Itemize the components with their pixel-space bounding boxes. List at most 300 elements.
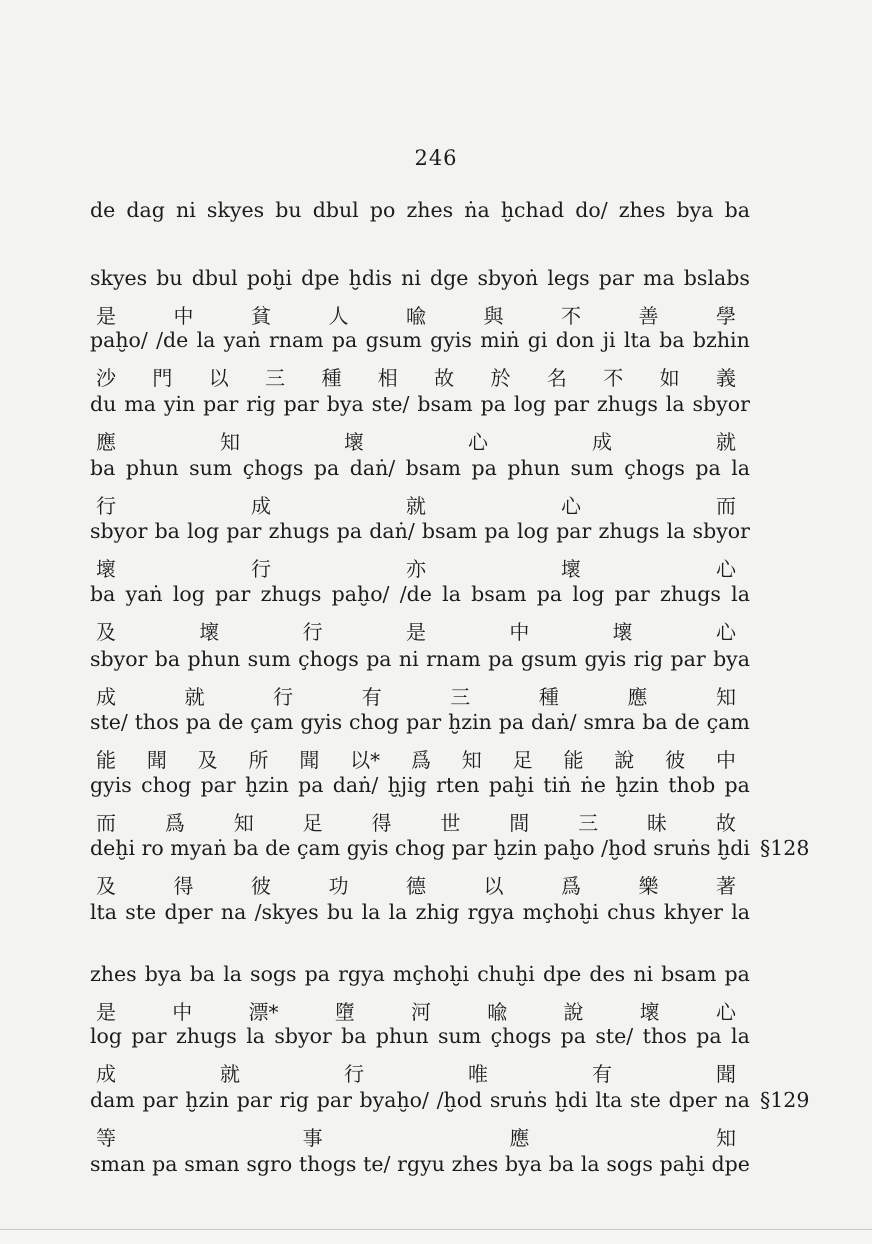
chinese-character: 彼 <box>251 874 271 898</box>
chinese-character: 德 <box>406 874 426 898</box>
romanized-word: pa <box>298 773 324 797</box>
chinese-character: 聞 <box>146 748 167 772</box>
romanized-word: gsum <box>520 647 578 671</box>
romanized-word: la <box>731 582 750 606</box>
romanized-word: ni <box>398 647 419 671</box>
romanized-word: çam <box>250 710 294 734</box>
romanized-line <box>90 647 750 671</box>
romanized-word: de <box>218 710 244 734</box>
romanized-word: pa <box>536 582 563 606</box>
romanized-word: bsam <box>421 519 478 543</box>
romanized-line <box>90 519 750 543</box>
romanized-word: rgya <box>338 962 385 986</box>
romanized-word: bya <box>505 1152 542 1176</box>
romanized-word: çhogs <box>624 456 685 480</box>
romanized-word: la <box>580 1152 600 1176</box>
romanized-line <box>90 900 750 924</box>
section-marker: §129 <box>760 1088 810 1112</box>
romanized-word: ḫzin <box>493 836 538 860</box>
chinese-character: 名 <box>546 366 567 390</box>
chinese-character: 事 <box>302 1126 323 1150</box>
romanized-word: bsam <box>405 456 461 480</box>
romanized-word: bya <box>144 962 182 986</box>
romanized-word: zhugs <box>175 1024 237 1048</box>
romanized-word: thogs <box>298 1152 357 1176</box>
romanized-word: bya <box>713 647 750 671</box>
chinese-character: 說 <box>563 1000 584 1024</box>
chinese-character: 樂 <box>638 874 659 898</box>
romanized-word: pa <box>152 1152 178 1176</box>
chinese-character: 間 <box>509 811 530 835</box>
chinese-character: 心 <box>468 430 488 454</box>
romanized-word: par <box>598 266 634 290</box>
romanized-word: ni <box>633 962 654 986</box>
chinese-gloss-line <box>96 300 736 329</box>
romanized-word: ste/ <box>595 1024 634 1048</box>
romanized-word: thos <box>642 1024 687 1048</box>
chinese-character: 聞 <box>299 748 320 772</box>
romanized-word: gyis <box>584 647 627 671</box>
chinese-character: 心 <box>716 557 736 581</box>
romanized-word: yin <box>163 392 196 416</box>
scan-edge <box>0 1229 872 1244</box>
chinese-character: 有 <box>361 685 382 709</box>
romanized-line <box>90 392 750 416</box>
romanized-word: log <box>172 582 205 606</box>
romanized-word: çhogs <box>242 456 304 480</box>
chinese-character: 行 <box>344 1062 364 1086</box>
chinese-character: 應 <box>96 430 116 454</box>
romanized-word: rten <box>436 773 480 797</box>
romanized-word: ba <box>154 519 180 543</box>
romanized-word: sbyor <box>274 1024 332 1048</box>
romanized-word: /ḫod <box>601 836 647 860</box>
romanized-word: ba <box>548 1152 575 1176</box>
romanized-word: dpe <box>542 962 582 986</box>
chinese-gloss-line <box>96 362 736 391</box>
romanized-word: don <box>555 328 595 352</box>
romanized-word: sbyor <box>692 392 750 416</box>
chinese-character: 中 <box>173 304 194 328</box>
romanized-word: ste/ <box>90 710 128 734</box>
chinese-character: 就 <box>220 1062 240 1086</box>
chinese-character: 壞 <box>612 620 633 644</box>
chinese-character: 漂* <box>248 1000 279 1024</box>
chinese-character: 沙 <box>96 366 116 390</box>
romanized-word: rgyu <box>397 1152 445 1176</box>
romanized-word: sgro <box>246 1152 293 1176</box>
romanized-word: bya <box>676 198 714 222</box>
romanized-word: ḫdi <box>717 836 750 860</box>
romanized-word: pa <box>304 962 330 986</box>
romanized-word: la <box>388 900 408 924</box>
chinese-character: 壞 <box>639 1000 660 1024</box>
romanized-word: la <box>731 900 750 924</box>
romanized-word: par <box>200 773 236 797</box>
romanized-word: çhogs <box>298 647 359 671</box>
romanized-word: ḫzin <box>448 710 492 734</box>
romanized-word: pa <box>366 647 392 671</box>
romanized-word: chog <box>395 836 446 860</box>
romanized-word: daṅ/ <box>369 519 415 543</box>
romanized-word: dbul <box>191 266 238 290</box>
romanized-word: pa <box>484 519 510 543</box>
romanized-word: ba <box>90 456 116 480</box>
romanized-word: zhugs <box>260 582 322 606</box>
chinese-gloss-line <box>96 490 736 519</box>
romanized-word: pa <box>724 773 750 797</box>
romanized-word: ḫjig <box>387 773 427 797</box>
romanized-word: du <box>90 392 117 416</box>
romanized-word: la <box>442 582 461 606</box>
romanized-word: phun <box>507 456 561 480</box>
chinese-character: 是 <box>405 620 426 644</box>
romanized-word: khyer <box>663 900 723 924</box>
romanized-word: sman <box>90 1152 146 1176</box>
romanized-word: do/ <box>575 198 608 222</box>
romanized-word: par <box>556 519 592 543</box>
romanized-line <box>90 582 750 606</box>
chinese-character: 壞 <box>96 557 116 581</box>
chinese-character: 得 <box>173 874 194 898</box>
romanized-word: lta <box>623 328 651 352</box>
chinese-character: 昧 <box>647 811 667 835</box>
romanized-word: byaḫo/ <box>359 1088 429 1112</box>
romanized-word: /skyes <box>254 900 319 924</box>
chinese-character: 知 <box>233 811 254 835</box>
romanized-word: phun <box>375 1024 429 1048</box>
romanized-word: gsum <box>365 328 422 352</box>
romanized-word: rnam <box>426 647 481 671</box>
chinese-character: 種 <box>538 685 559 709</box>
romanized-word: sogs <box>250 962 297 986</box>
romanized-word: po <box>369 198 396 222</box>
romanized-word: de <box>265 836 291 860</box>
chinese-character: 成 <box>96 685 116 709</box>
chinese-character: 及 <box>96 620 116 644</box>
romanized-word: log <box>90 1024 123 1048</box>
romanized-word: daṅ/ <box>332 773 379 797</box>
romanized-word: des <box>589 962 626 986</box>
chinese-character: 三 <box>578 811 599 835</box>
romanized-line <box>90 1152 750 1176</box>
chinese-character: 唯 <box>468 1062 488 1086</box>
romanized-word: pa <box>313 456 340 480</box>
romanized-word: pa <box>695 456 721 480</box>
romanized-line <box>90 198 750 222</box>
romanized-word: pa <box>696 1024 722 1048</box>
chinese-character: 成 <box>251 494 271 518</box>
chinese-character: 以 <box>483 874 504 898</box>
romanized-word: smra <box>583 710 636 734</box>
romanized-word: sman <box>184 1152 240 1176</box>
chinese-character: 相 <box>377 366 398 390</box>
romanized-word: pa <box>336 519 363 543</box>
chinese-character: 墮 <box>334 1000 355 1024</box>
romanized-word: pa <box>185 710 212 734</box>
romanized-word: lta <box>595 1088 623 1112</box>
romanized-word: bu <box>326 900 354 924</box>
romanized-word: mçhoḫi <box>522 900 599 924</box>
romanized-word: la <box>246 1024 265 1048</box>
romanized-word: bsam <box>661 962 717 986</box>
romanized-word: deḫi <box>90 836 136 860</box>
romanized-word: ṅa <box>464 198 490 222</box>
chinese-character: 不 <box>561 304 581 328</box>
romanized-word: paḫi <box>488 773 534 797</box>
romanized-word: zhes <box>451 1152 499 1176</box>
romanized-word: gyis <box>346 836 389 860</box>
chinese-character: 功 <box>328 874 349 898</box>
romanized-word: chuḫi <box>477 962 535 986</box>
romanized-line <box>90 710 750 734</box>
romanized-word: chog <box>349 710 400 734</box>
chinese-character: 爲 <box>164 811 185 835</box>
chinese-gloss-line <box>96 870 736 899</box>
chinese-character: 喩 <box>487 1000 508 1024</box>
chinese-character: 中 <box>172 1000 193 1024</box>
chinese-character: 爲 <box>561 874 581 898</box>
romanized-word: ni <box>176 198 196 222</box>
romanized-word: sbyoṅ <box>477 266 539 290</box>
chinese-character: 行 <box>273 685 294 709</box>
romanized-word: myaṅ <box>170 836 227 860</box>
romanized-word: zhugs <box>596 392 658 416</box>
chinese-character: 等 <box>96 1126 116 1150</box>
romanized-word: par <box>236 1088 272 1112</box>
romanized-word: çhogs <box>490 1024 552 1048</box>
romanized-word: çam <box>296 836 341 860</box>
chinese-character: 著 <box>716 874 736 898</box>
romanized-word: la <box>223 962 242 986</box>
romanized-word: dam <box>90 1088 135 1112</box>
chinese-character: 三 <box>450 685 471 709</box>
romanized-word: bu <box>156 266 183 290</box>
romanized-word: rig <box>633 647 664 671</box>
romanized-word: tiṅ <box>543 773 572 797</box>
romanized-word: par <box>670 647 706 671</box>
romanized-word: pa <box>471 456 497 480</box>
chinese-character: 壞 <box>344 430 364 454</box>
romanized-word: gyis <box>90 773 132 797</box>
romanized-word: zhes <box>618 198 666 222</box>
chinese-gloss-line <box>96 681 736 710</box>
romanized-word: ḫzin <box>615 773 659 797</box>
romanized-word: ba <box>341 1024 367 1048</box>
chinese-gloss-line <box>96 807 736 836</box>
romanized-word: na <box>724 1088 750 1112</box>
chinese-character: 所 <box>248 748 269 772</box>
romanized-word: pa <box>724 962 750 986</box>
chinese-character: 聞 <box>716 1062 736 1086</box>
romanized-word: miṅ <box>480 328 520 352</box>
romanized-word: ste/ <box>371 392 410 416</box>
romanized-word: par <box>131 1024 167 1048</box>
romanized-word: zhig <box>415 900 460 924</box>
romanized-line <box>90 266 750 290</box>
chinese-gloss-line <box>96 616 736 645</box>
chinese-character: 得 <box>371 811 392 835</box>
romanized-word: ḫzin <box>245 773 289 797</box>
romanized-line <box>90 773 750 797</box>
chinese-character: 知 <box>715 685 736 709</box>
romanized-word: ji <box>602 328 616 352</box>
romanized-word: bya <box>326 392 364 416</box>
chinese-character: 彼 <box>665 748 686 772</box>
chinese-character: 不 <box>603 366 624 390</box>
romanized-word: par <box>215 582 251 606</box>
romanized-word: par <box>553 392 590 416</box>
chinese-character: 貧 <box>251 304 271 328</box>
chinese-character: 如 <box>659 366 680 390</box>
chinese-character: 以* <box>350 748 381 772</box>
chinese-character: 門 <box>152 366 173 390</box>
romanized-word: la <box>196 328 216 352</box>
romanized-word: pa <box>331 328 358 352</box>
chinese-character: 人 <box>328 304 349 328</box>
romanized-word: la <box>731 456 750 480</box>
chinese-character: 義 <box>715 366 736 390</box>
chinese-character: 及 <box>96 874 116 898</box>
romanized-word: dpe <box>711 1152 750 1176</box>
romanized-word: te/ <box>363 1152 391 1176</box>
chinese-character: 就 <box>184 685 205 709</box>
romanized-word: par <box>451 836 487 860</box>
chinese-gloss-line <box>96 996 736 1025</box>
romanized-word: sruṅs <box>653 836 711 860</box>
chinese-character: 三 <box>265 366 286 390</box>
romanized-line <box>90 456 750 480</box>
section-marker: §128 <box>760 836 810 860</box>
romanized-word: bsam <box>417 392 473 416</box>
romanized-word: ḫzin <box>185 1088 230 1112</box>
romanized-word: sogs <box>606 1152 653 1176</box>
romanized-word: zhugs <box>268 519 330 543</box>
chinese-character: 有 <box>592 1062 612 1086</box>
romanized-word: poḫi <box>246 266 293 290</box>
chinese-character: 學 <box>716 304 736 328</box>
romanized-word: bslabs <box>683 266 750 290</box>
chinese-character: 行 <box>96 494 116 518</box>
romanized-word: yaṅ <box>223 328 261 352</box>
romanized-word: ba <box>189 962 216 986</box>
romanized-word: la <box>731 1024 750 1048</box>
romanized-word: par <box>283 392 319 416</box>
chinese-character: 應 <box>627 685 648 709</box>
romanized-word: ḫchad <box>500 198 565 222</box>
romanized-word: dper <box>164 900 213 924</box>
chinese-character: 應 <box>509 1126 530 1150</box>
chinese-character: 與 <box>483 304 504 328</box>
chinese-character: 知 <box>220 430 240 454</box>
romanized-word: dbul <box>312 198 359 222</box>
romanized-word: ste <box>125 900 157 924</box>
romanized-line <box>90 328 750 352</box>
chinese-character: 世 <box>440 811 461 835</box>
chinese-character: 心 <box>561 494 581 518</box>
romanized-word: yaṅ <box>125 582 163 606</box>
romanized-word: pa <box>498 710 525 734</box>
romanized-word: gi <box>527 328 548 352</box>
romanized-word: sum <box>570 456 614 480</box>
romanized-word: zhes <box>90 962 137 986</box>
romanized-word: la <box>666 519 686 543</box>
romanized-word: par <box>316 1088 352 1112</box>
romanized-word: par <box>614 582 650 606</box>
romanized-word: mçhoḫi <box>392 962 470 986</box>
romanized-word: phun <box>125 456 179 480</box>
chinese-character: 足 <box>302 811 323 835</box>
romanized-word: na <box>220 900 247 924</box>
romanized-word: ro <box>141 836 164 860</box>
chinese-character: 故 <box>715 811 736 835</box>
romanized-word: gyis <box>300 710 343 734</box>
chinese-gloss-line <box>96 744 736 773</box>
romanized-word: dper <box>668 1088 717 1112</box>
chinese-character: 喩 <box>406 304 426 328</box>
chinese-character: 說 <box>614 748 635 772</box>
romanized-word: log <box>187 519 220 543</box>
romanized-word: bsam <box>471 582 527 606</box>
chinese-character: 是 <box>96 304 116 328</box>
chinese-character: 亦 <box>406 557 426 581</box>
chinese-character: 及 <box>197 748 218 772</box>
chinese-gloss-line <box>96 1058 736 1087</box>
romanized-word: dag <box>126 198 165 222</box>
romanized-word: sbyor <box>90 647 148 671</box>
chinese-character: 能 <box>96 748 116 772</box>
romanized-word: log <box>572 582 605 606</box>
romanized-word: phun <box>187 647 241 671</box>
romanized-word: par <box>406 710 442 734</box>
romanized-word: ḫdi <box>554 1088 588 1112</box>
chinese-character: 於 <box>490 366 511 390</box>
romanized-word: pa <box>560 1024 587 1048</box>
romanized-word: skyes <box>206 198 265 222</box>
chinese-character: 而 <box>96 811 116 835</box>
chinese-character: 種 <box>321 366 342 390</box>
page-number: 246 <box>414 146 458 170</box>
romanized-word: paḫo/ <box>90 328 148 352</box>
romanized-word: thos <box>134 710 179 734</box>
romanized-word: la <box>361 900 381 924</box>
chinese-character: 心 <box>715 620 736 644</box>
romanized-word: paḫo/ <box>331 582 390 606</box>
romanized-word: sbyor <box>90 519 148 543</box>
romanized-word: çam <box>706 710 750 734</box>
romanized-word: zhes <box>406 198 454 222</box>
romanized-line <box>90 1024 750 1048</box>
chinese-character: 河 <box>411 1000 431 1024</box>
romanized-word: /de <box>156 328 189 352</box>
chinese-character: 壞 <box>199 620 220 644</box>
romanized-word: sruṅs <box>489 1088 548 1112</box>
romanized-word: zhugs <box>598 519 660 543</box>
romanized-word: ste <box>630 1088 661 1112</box>
romanized-word: legs <box>547 266 590 290</box>
romanized-word: thob <box>668 773 716 797</box>
chinese-character: 爲 <box>410 748 431 772</box>
chinese-character: 成 <box>96 1062 116 1086</box>
romanized-word: log <box>513 392 546 416</box>
romanized-word: par <box>226 519 262 543</box>
romanized-word: ba <box>642 710 668 734</box>
romanized-word: ṅe <box>580 773 606 797</box>
romanized-word: dge <box>429 266 469 290</box>
romanized-word: ba <box>659 328 685 352</box>
romanized-word: daṅ/ <box>349 456 396 480</box>
romanized-word: sbyor <box>692 519 750 543</box>
